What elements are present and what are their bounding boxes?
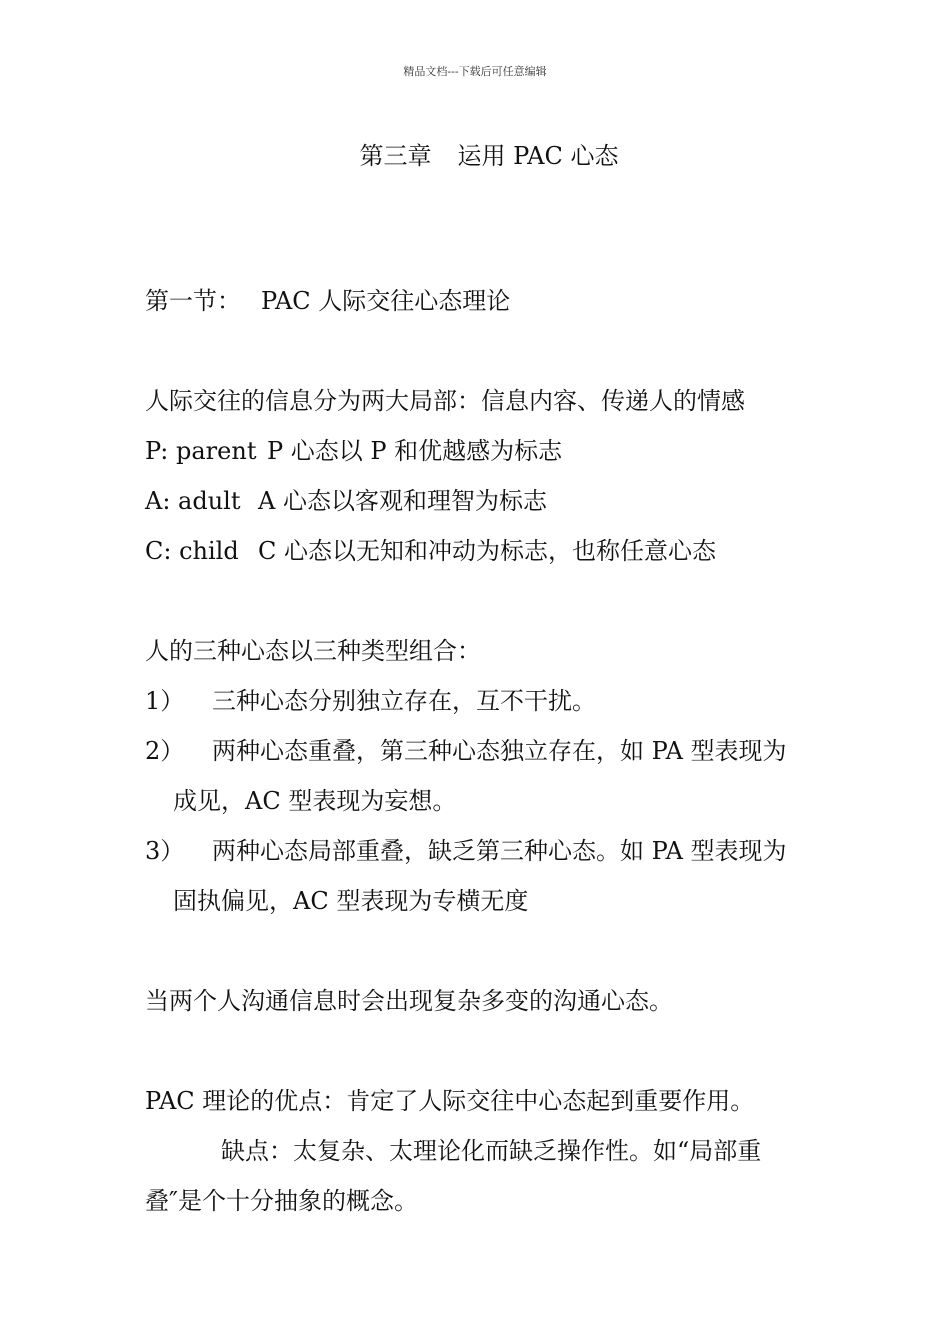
state-row-child — [145, 536, 716, 566]
state-label: A: adult — [145, 487, 241, 515]
info-intro-paragraph: 人际交往的信息分为两大局部：信息内容、传递人的情感 — [145, 387, 745, 415]
state-description: P 心态以 P 和优越感为标志 — [267, 437, 563, 465]
communication-paragraph: 当两个人沟通信息时会出现复杂多变的沟通心态。 — [145, 987, 673, 1015]
combo-item-3-continuation: 固执偏见，AC 型表现为专横无度 — [173, 887, 529, 915]
list-item-text: 两种心态重叠，第三种心态独立存在，如 PA 型表现为 — [212, 737, 787, 765]
chapter-name: 运用 PAC 心态 — [457, 142, 619, 170]
list-number: 3） — [145, 837, 185, 865]
state-row-parent — [145, 436, 562, 466]
section-number: 第一节： — [145, 287, 241, 315]
state-label: P: parent — [145, 437, 257, 465]
state-description: A 心态以客观和理智为标志 — [258, 487, 547, 515]
chapter-title — [0, 136, 950, 171]
combo-item-3 — [145, 836, 787, 866]
state-description: C 心态以无知和冲动为标志，也称任意心态 — [258, 537, 716, 565]
combo-item-2-continuation: 成见，AC 型表现为妄想。 — [173, 787, 457, 815]
page-header-note: 精品文档---下载后可任意编辑 — [403, 65, 547, 78]
list-number: 1） — [145, 687, 185, 715]
cons-paragraph-line1: 缺点：太复杂、太理论化而缺乏操作性。如“局部重 — [221, 1137, 762, 1165]
combo-item-1 — [145, 686, 596, 716]
list-item-text: 三种心态分别独立存在，互不干扰。 — [212, 687, 596, 715]
section-title: PAC 人际交往心态理论 — [261, 287, 511, 315]
chapter-number: 第三章 — [359, 142, 432, 170]
combo-item-2 — [145, 736, 787, 766]
section-heading — [145, 286, 510, 316]
list-item-text: 两种心态局部重叠，缺乏第三种心态。如 PA 型表现为 — [212, 837, 787, 865]
state-label: C: child — [145, 537, 239, 565]
pros-paragraph: PAC 理论的优点：肯定了人际交往中心态起到重要作用。 — [145, 1087, 755, 1115]
state-row-adult — [145, 486, 547, 516]
cons-paragraph-line2: 叠″是个十分抽象的概念。 — [145, 1187, 418, 1215]
combo-intro-paragraph: 人的三种心态以三种类型组合： — [145, 637, 481, 665]
list-number: 2） — [145, 737, 185, 765]
